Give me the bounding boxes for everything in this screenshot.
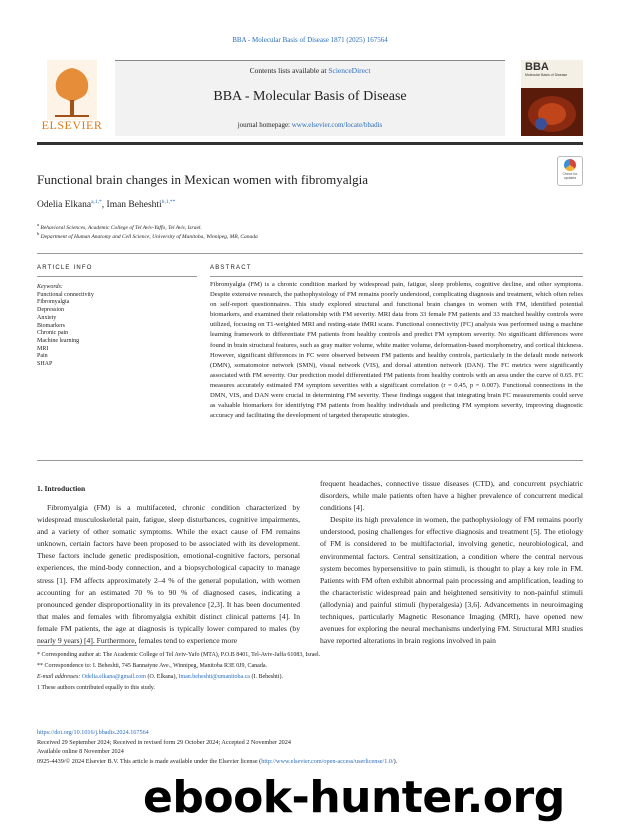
journal-header (37, 60, 583, 138)
divider (37, 253, 583, 254)
journal-cover-image[interactable] (521, 60, 583, 136)
footnotes (37, 650, 583, 694)
journal-banner (115, 60, 505, 136)
homepage-prefix: journal homepage: (237, 121, 290, 129)
keywords-block (37, 284, 94, 369)
body-paragraph: Despite its high prevalence in women, the pathophysiology of FM remains poorly understood, posing challenges for effective diagnosis and treatment [5]. The etiology of FM is considered to be multifactorial, involving genetic, neurobiological, and environmental factors. Central sensitization, a condition where the central nervous system becomes hypersensitive to pain stimuli, is thought to play a key role in FM. Patients with FM often exhibit abnormal pain processing and amplification, leading to the characteristic widespread pain and heightened sensitivity to non-painful stimuli (allodynia) and painful stimuli (hyperalgesia) [3,6]. Advancements in neuroimaging techniques, particularly Magnetic Resonance Imaging (MRI), have opened new avenues for exploring the neural mechanisms underlying FM. Structural MRI studies have reported alterations in brain regions involved in pain (320, 515, 583, 646)
keywords-heading: Keywords: (37, 284, 63, 290)
license-link[interactable]: http://www.elsevier.com/open-access/userlicense/1.0/ (261, 757, 394, 765)
keyword: Machine learning (37, 337, 80, 344)
keyword: Depression (37, 307, 64, 314)
license-text: 0925-4439/© 2024 Elsevier B.V. This article is made available under the Elsevier license ( (37, 757, 262, 765)
cover-subtitle: Molecular Basis of Disease (525, 73, 568, 77)
keyword: Chronic pain (37, 330, 69, 337)
header-rule (37, 142, 583, 145)
body-paragraph: Fibromyalgia (FM) is a multifaceted, chronic condition characterized by widespread musculoskeletal pain, fatigue, sleep disturbances, cognitive impairments, and a variety of other somatic symptoms. While the exact cause of FM remains unknown, certain factors have been proposed to be associated with its development. These factors include genetic predisposition, emotional-cognitive factors, personal experiences, the mind-body connection, and a biopsychological capacity to manage stress [1]. FM affects approximately 2–4 % of the general population, with women accounting for an estimated 70 % to 90 % of diagnosed cases, indicating a pronounced gender disproportionality in its prevalence [2,3]. It has been documented that males and females with fibromyalgia exhibit distinct clinical patterns [4]. In female FM patients, the age at diagnosis is typically lower compared to males (by nearly 9 years) [4]. Furthermore, females tend to experience more (37, 503, 300, 646)
keyword: Functional connectivity (37, 291, 94, 298)
divider (37, 460, 583, 461)
keyword: SHAP (37, 361, 53, 368)
body-paragraph: frequent headaches, connective tissue diseases (CTD), and concurrent psychiatric disorders, while male patients often have a higher prevalence of concurrent medical conditions [4]. (320, 479, 583, 513)
author-superscript[interactable]: a,1,* (91, 199, 102, 205)
footnote: ** Correspondence to: I. Beheshti, 745 Bannatyne Ave., Winnipeg, Manitoba R3E 0J9, Canada. (37, 663, 267, 669)
contents-prefix: Contents lists available at (249, 66, 327, 75)
badge-label: Check for updates (562, 172, 578, 180)
affiliation-text: Behavioral Sciences, Academic College of Tel Aviv-Yaffo, Tel Aviv, Israel. (40, 224, 202, 231)
keyword: Biomarkers (37, 322, 65, 329)
article-title: Functional brain changes in Mexican women with fibromyalgia (37, 172, 369, 187)
author-separator: , (101, 200, 107, 211)
elsevier-tree-icon (47, 60, 97, 120)
cover-label: BBA (525, 61, 549, 73)
footnote: 1 These authors contributed equally to this study. (37, 685, 155, 691)
publisher-name: ELSEVIER (41, 118, 103, 132)
check-for-updates-badge[interactable] (557, 156, 583, 186)
email-owner: (O. Elkana), (147, 674, 177, 680)
cover-art (521, 88, 583, 136)
journal-citation[interactable]: BBA - Molecular Basis of Disease 1871 (2025) 167564 (232, 36, 388, 44)
divider (37, 276, 197, 277)
email-link[interactable]: Odelia.elkana@gmail.com (81, 674, 146, 680)
watermark: ebook-hunter.org (143, 772, 565, 823)
abstract-text: Fibromyalgia (FM) is a chronic condition marked by widespread pain, fatigue, sleep problems, cognitive decline, and other symptoms. Despite extensive research, the pathophysiology of FM remains poorly understood, complicating diagnosis and treatment, which often relies on self-report questionnaires. This study explored structural and functional brain changes in women with FM, identified potential biomarkers, and examined their relationship with FM severity. MRI data from 33 female FM patients and 33 matched healthy controls were utilized, focusing on T1-weighted MRI and resting-state fMRI scans. Functional connectivity (FC) analysis was performed using a machine learning framework to differentiate FM patients from healthy controls and predict FM symptom severity. No significant differences were found in brain structural features, such as gray matter volume, white matter volume, deformation-based morphometry, and cortical thickness. However, significant differences in FC were observed between FM patients and healthy controls, particularly in the default mode network (DMN), somatomotor network (SMN), visual network (VIS), and dorsal attention network (DAN). The FC metrics were significantly associated with FM severity. Our prediction model differentiated FM patients from healthy controls with an area under the curve of 0.65. FC measures accurately estimated FM symptom severities with a significant correlation (r = 0.45, p = 0.007). Functional connections in the DMN, VIS, and DAN were crucial in determining FM severity. These findings suggest that integrating brain FC measurements could serve as valuable biomarkers for identifying FM patients from healthy individuals and predicting FM symptom severity, improving diagnostic accuracy and facilitating the development of targeted therapeutic strategies. (210, 281, 583, 420)
body-column-left (37, 502, 300, 647)
footnote-emails (37, 672, 583, 683)
received-dates: Received 29 September 2024; Received in revised form 29 October 2024; Accepted 2 November 2024 (37, 738, 291, 746)
author-name[interactable]: Odelia Elkana (37, 200, 92, 211)
crossmark-icon (564, 159, 576, 171)
keyword: Fibromyalgia (37, 299, 70, 306)
available-online: Available online 8 November 2024 (37, 748, 124, 755)
affiliation-b: $^b$ Department of Human Anatomy and Cell Science, University of Manitoba, Winnipeg, MB, Canada (37, 231, 258, 240)
article-info-label: ARTICLE INFO (37, 265, 93, 271)
sciencedirect-link[interactable]: ScienceDirect (328, 66, 371, 75)
footnote-rule (37, 645, 137, 646)
footnote: * Corresponding author at: The Academic College of Tel Aviv-Yafo (MTA), P.O.B 8401, Tel-Aviv-Jaffa 61083, Israel. (37, 652, 321, 658)
email-owner: (I. Beheshti). (251, 674, 283, 680)
keyword: Pain (37, 353, 48, 360)
keyword: Anxiety (37, 314, 57, 321)
section-heading: 1. Introduction (37, 484, 86, 493)
author-list (37, 199, 175, 210)
homepage-line (115, 121, 505, 129)
contents-line (115, 66, 505, 75)
keyword: MRI (37, 345, 49, 352)
affiliation-text: Department of Human Anatomy and Cell Science, University of Manitoba, Winnipeg, MB, Canada (40, 233, 258, 240)
homepage-link[interactable]: www.elsevier.com/locate/bbadis (291, 121, 383, 129)
abstract-label: ABSTRACT (210, 265, 252, 271)
email-label: E-mail addresses: (37, 674, 81, 680)
license-line (37, 757, 583, 767)
publication-info (37, 728, 583, 766)
body-column-right (320, 478, 583, 647)
journal-title: BBA - Molecular Basis of Disease (213, 89, 407, 104)
doi-link[interactable]: https://doi.org/10.1016/j.bbadis.2024.167564 (37, 729, 149, 736)
divider (210, 276, 583, 277)
author-superscript[interactable]: b,1,** (161, 199, 176, 205)
elsevier-logo[interactable] (37, 60, 107, 135)
author-name[interactable]: Iman Beheshti (106, 200, 162, 211)
license-suffix: ). (393, 757, 398, 765)
email-link[interactable]: Iman.beheshti@umanitoba.ca (178, 674, 250, 680)
affiliation-a: $^a$ Behavioral Sciences, Academic College of Tel Aviv-Yaffo, Tel Aviv, Israel. (37, 222, 202, 231)
